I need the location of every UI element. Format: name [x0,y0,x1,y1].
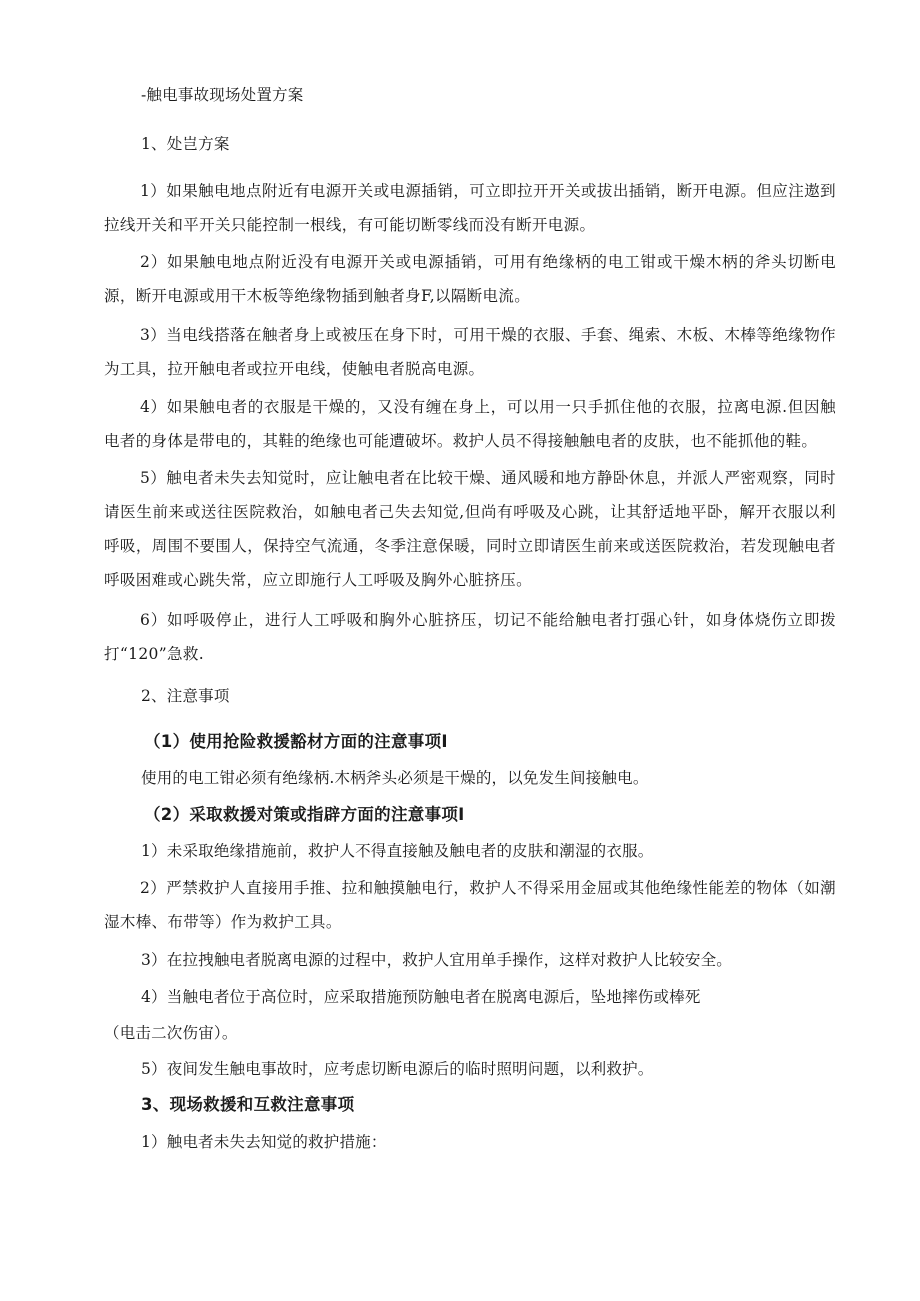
section2-sub1-text: 使用的电工钳必须有绝缘柄.木柄斧头必须是干燥的，以免发生间接触电。 [141,769,649,787]
document-title: -触电事故现场处置方案 [141,86,304,104]
section2-sub2-item-5: 5）夜间发生触电事故时，应考虑切断电源后的临时照明问题，以利救护。 [141,1060,654,1078]
section2-sub2-item-1: 1）未采取绝缘措施前，救护人不得直接触及触电者的皮肤和潮湿的衣服。 [141,842,654,860]
section2-heading: 2、注意事项 [141,687,230,705]
section1-item-2: 2）如果触电地点附近没有电源开关或电源插销，可用有绝缘柄的电工钳或干燥木柄的斧头切断电源，断开电源或用干木板等绝缘物插到触者身F,以隔断电流。 [104,253,836,305]
section2-sub2-item-2: 2）严禁救护人直接用手推、拉和触摸触电行，救护人不得采用金屈或其他绝缘性能差的物体（如潮湿木棒、布带等）作为救护工具。 [104,879,836,931]
section1-item-6: 6）如呼吸停止，进行人工呼吸和胸外心脏挤压，切记不能给触电者打强心针，如身体烧伤立即拨打“120”急救. [104,611,836,663]
section3-item-1: 1）触电者未失去知觉的救护措施： [141,1133,387,1151]
section2-sub2-heading: （2）采取救援对策或指辟方面的注意事项I [144,805,465,824]
section1-heading: 1、处岂方案 [141,135,230,153]
section1-item-3: 3）当电线搭落在触者身上或被压在身下时，可用干燥的衣服、手套、绳索、木板、木棒等绝缘物作为工具，拉开触电者或拉开电线，使触电者脱高电源。 [104,326,836,378]
section1-item-4: 4）如果触电者的衣服是干燥的，又没有缠在身上，可以用一只手抓住他的衣服，拉离电源.但因触电者的身体是带电的，其鞋的绝缘也可能遭破坏。救护人员不得接触触电者的皮肤，也不能抓他的鞋。 [104,398,836,450]
section1-item-5: 5）触电者未失去知觉时，应让触电者在比较干燥、通风暖和地方静卧休息，并派人严密观察，同时请医生前来或送往医院救治，如触电者己失去知觉,但尚有呼吸及心跳，让其舒适地平卧，解开衣服以利呼吸，周围不要围人，保持空气流通，冬季注意保暖，同时立即请医生前来或送医院救治，若发现触电者呼吸困难或心跳失常，应立即施行人工呼吸及胸外心脏挤压。 [104,469,836,589]
section2-sub2-item-3: 3）在拉拽触电者脱离电源的过程中，救护人宜用单手操作，这样对救护人比较安全。 [141,951,732,969]
section1-item-1: 1）如果触电地点附近有电源开关或电源插销，可立即拉开开关或拔出插销，断开电源。但应注遨到拉线开关和平开关只能控制一根线，有可能切断零线而没有断开电源。 [104,182,836,234]
section2-sub2-item-4-cont: （电击二次伤宙）。 [104,1024,238,1042]
section2-sub1-heading: （1）使用抢险救援豁材方面的注意事项I [144,732,448,751]
section2-sub2-item-4: 4）当触电者位于高位时，应采取措施预防触电者在脱离电源后，坠地摔伤或棒死 [141,988,701,1006]
section3-heading: 3、现场救援和互救注意事项 [141,1095,355,1114]
